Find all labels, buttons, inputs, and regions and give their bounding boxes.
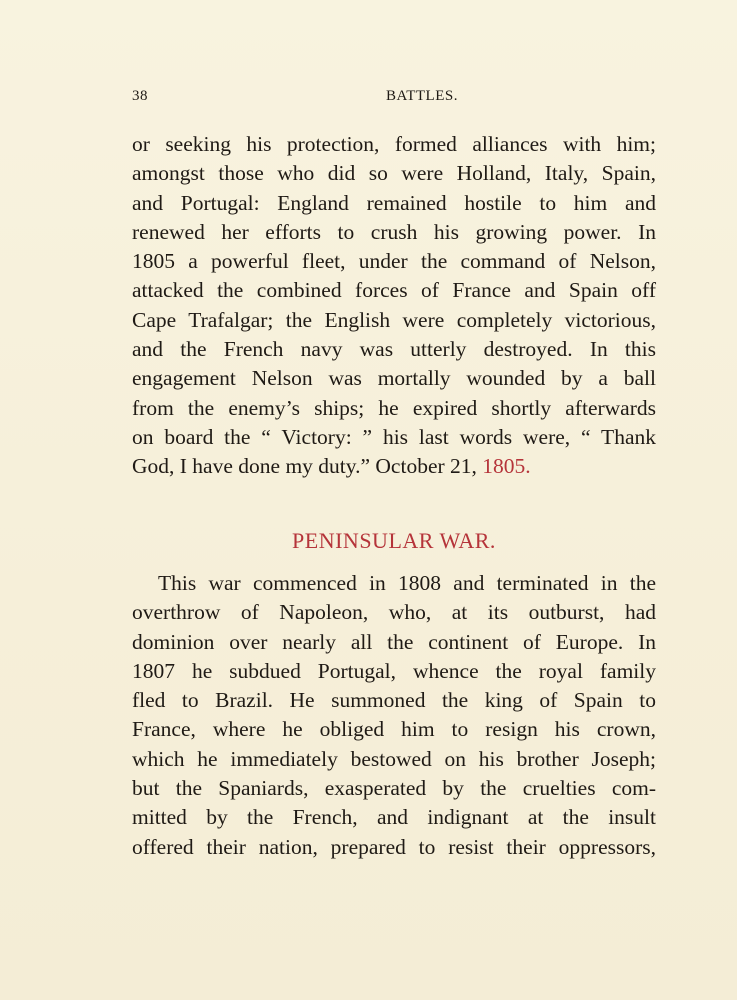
text-line-final xyxy=(132,452,656,481)
text-line: 1805 a powerful fleet, under the command of Nelson, xyxy=(132,249,656,274)
text-line: on board the “ Victory: ” his last words were, “ Thank xyxy=(132,424,656,449)
text-line: but the Spaniards, exasperated by the cruelties com- xyxy=(132,776,656,801)
final-line-text: God, I have done my duty.” October 21, xyxy=(132,454,483,479)
text-line: and the French navy was utterly destroyed. In this xyxy=(132,337,656,362)
paragraph-peninsular-war xyxy=(132,569,656,862)
paragraph-trafalgar xyxy=(132,130,656,482)
text-line: and Portugal: England remained hostile to him and xyxy=(132,190,656,215)
section-heading: PENINSULAR WAR. xyxy=(292,528,496,553)
running-head xyxy=(132,88,656,110)
text-line: attacked the combined forces of France and Spain off xyxy=(132,278,656,303)
text-line: France, where he obliged him to resign his crown, xyxy=(132,717,656,742)
text-line: This war commenced in 1808 and terminated in the xyxy=(158,571,656,595)
text-line: which he immediately bestowed on his brother Joseph; xyxy=(132,746,656,771)
text-line: amongst those who did so were Holland, Italy, Spain, xyxy=(132,161,656,186)
text-line: from the enemy’s ships; he expired shortly afterwards xyxy=(132,395,656,420)
text-line: dominion over nearly all the continent of Europe. In xyxy=(132,629,656,654)
text-line: Cape Trafalgar; the English were completely victorious, xyxy=(132,307,656,332)
text-line: engagement Nelson was mortally wounded by a ball xyxy=(132,366,656,391)
page-number: 38 xyxy=(132,88,148,104)
text-line: overthrow of Napoleon, who, at its outburst, had xyxy=(132,600,656,625)
text-line: or seeking his protection, formed alliances with him; xyxy=(132,132,656,156)
highlighted-year: 1805. xyxy=(482,454,531,479)
text-line: mitted by the French, and indignant at the insult xyxy=(132,805,656,830)
text-line: renewed her efforts to crush his growing power. In xyxy=(132,219,656,244)
text-line: 1807 he subdued Portugal, whence the royal family xyxy=(132,658,656,683)
running-title: BATTLES. xyxy=(386,88,458,104)
text-line: fled to Brazil. He summoned the king of Spain to xyxy=(132,688,656,713)
text-line: offered their nation, prepared to resist their oppressors, xyxy=(132,834,656,859)
